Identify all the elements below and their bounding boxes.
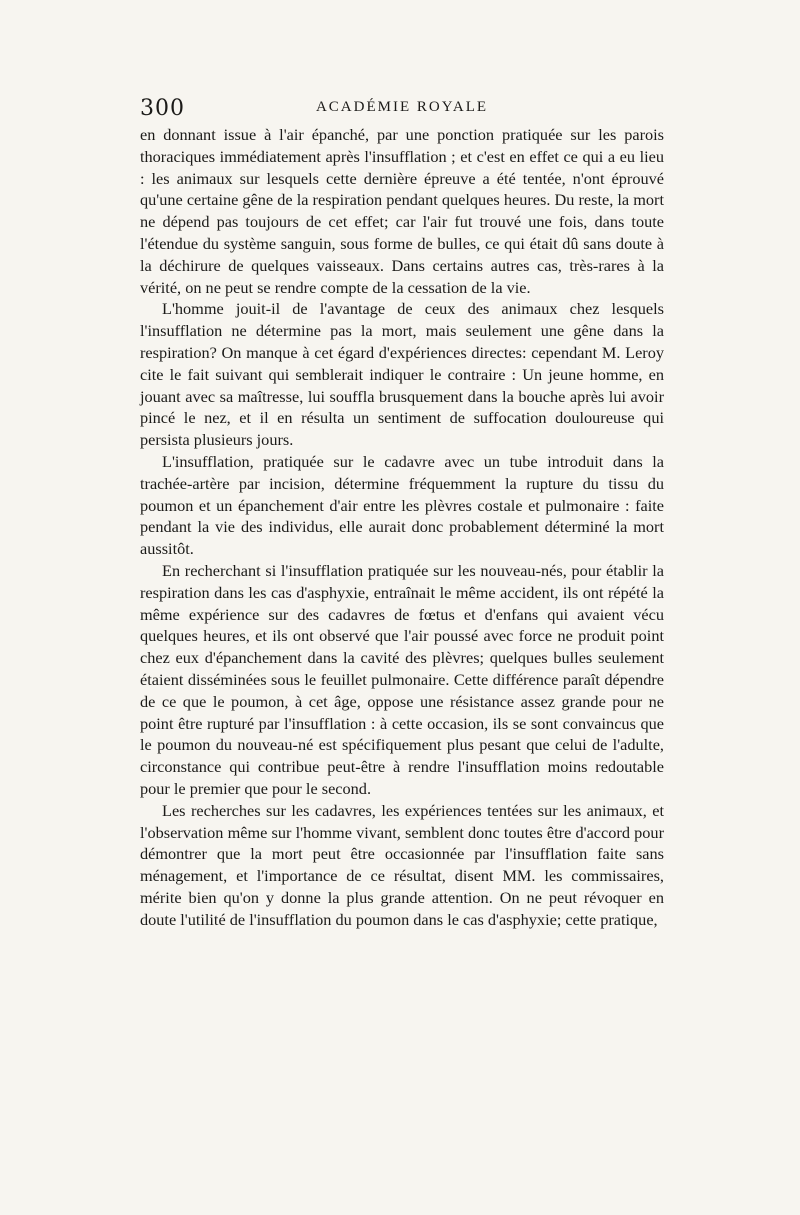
paragraph: L'insufflation, pratiquée sur le cadavre avec un tube introduit dans la trachée-artère par incision, détermine fréquemment la rupture du tissu du poumon et un épanchement d'air entre les plèvres costale et pulmonaire : faite pendant la vie des individus, elle aurait donc probablement déterminé la mort aussitôt. [140, 451, 664, 559]
paragraph: En recherchant si l'insufflation pratiquée sur les nouveau-nés, pour établir la respiration dans les cas d'asphyxie, entraînait le même accident, ils ont répété la même expérience sur des cadavres de fœtus et d'enfans qui avaient vécu quelques heures, et ils ont observé que l'air poussé avec force ne produit point chez eux d'épanchement dans la cavité des plèvres; quelques bulles seulement étaient disséminées sous le feuillet pulmonaire. Cette différence paraît dépendre de ce que le poumon, à cet âge, oppose une résistance assez grande pour ne point être rupturé par l'insufflation : à cette occasion, ils se sont convaincus que le poumon du nouveau-né est spécifiquement plus pesant que celui de l'adulte, circonstance qui contribue peut-être à rendre l'insufflation moins redoutable pour le premier que pour le second. [140, 560, 664, 798]
page-header [140, 96, 664, 120]
running-title: ACADÉMIE ROYALE [315, 99, 489, 115]
paragraph: L'homme jouit-il de l'avantage de ceux des animaux chez lesquels l'insufflation ne détermine pas la mort, mais seulement une gêne dans la respiration? On manque à cet égard d'expériences directes: cependant M. Leroy cite le fait suivant qui semblerait indiquer le contraire : Un jeune homme, en jouant avec sa maîtresse, lui souffla brusquement dans la bouche après lui avoir pincé le nez, et il en résulta un sentiment de suffocation douloureuse qui persista plusieurs jours. [140, 299, 664, 450]
paragraph: Les recherches sur les cadavres, les expériences tentées sur les animaux, et l'observation même sur l'homme vivant, semblent donc toutes être d'accord pour démontrer que la mort peut être occasionnée par l'insufflation faite sans ménagement, et l'importance de ce résultat, disent MM. les commissaires, mérite bien qu'on y donne la plus grande attention. On ne peut révoquer en doute l'utilité de l'insufflation du poumon dans le cas d'asphyxie; cette pratique, [140, 800, 664, 929]
body-text [140, 124, 664, 930]
paragraph: en donnant issue à l'air épanché, par une ponction pratiquée sur les parois thoraciques immédiatement après l'insufflation ; et c'est en effet ce qui a eu lieu : les animaux sur lesquels cette dernière épreuve a été tentée, n'ont éprouvé qu'une certaine gêne de la respiration pendant quelques heures. Du reste, la mort ne dépend pas toujours de cet effet; car l'air fut trouvé une fois, dans toute l'étendue du système sanguin, sous forme de bulles, ce qui était dû sans doute à la déchirure de quelques vaisseaux. Dans certains autres cas, très-rares à la vérité, on ne peut se rendre compte de la cessation de la vie. [140, 125, 664, 297]
page-number: 300 [140, 96, 185, 121]
